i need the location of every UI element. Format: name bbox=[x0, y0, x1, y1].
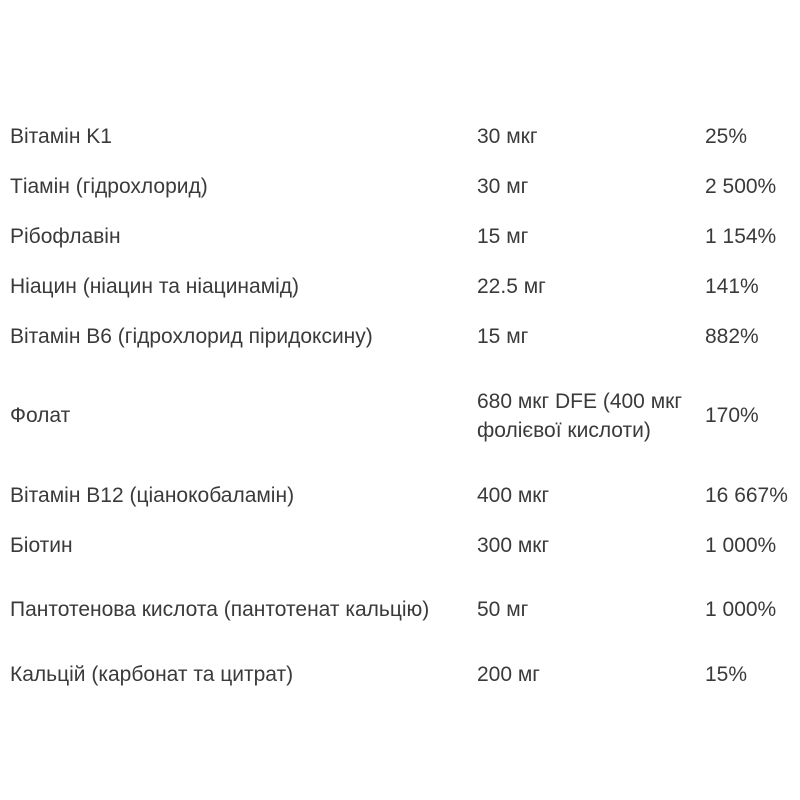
nutrient-daily-value: 1 000% bbox=[705, 598, 777, 621]
nutrient-daily-value: 25% bbox=[705, 124, 748, 148]
nutrient-name: Тіамін (гідрохлорид) bbox=[10, 174, 208, 198]
nutrient-amount: 30 мг bbox=[477, 174, 529, 198]
nutrient-name: Кальцій (карбонат та цитрат) bbox=[10, 662, 294, 686]
table-row bbox=[10, 211, 800, 261]
nutrient-amount: 680 мкг DFE (400 мкг фолієвої кислоти) bbox=[477, 389, 682, 442]
nutrient-name: Вітамін K1 bbox=[10, 124, 112, 148]
table-row bbox=[10, 111, 800, 161]
nutrient-daily-value: 882% bbox=[705, 324, 759, 348]
nutrient-amount: 50 мг bbox=[477, 598, 529, 621]
nutrient-name: Рібофлавін bbox=[10, 224, 121, 248]
table-row bbox=[10, 570, 800, 649]
nutrient-amount: 200 мг bbox=[477, 662, 540, 686]
nutrient-daily-value: 1 000% bbox=[705, 533, 777, 557]
nutrient-name: Пантотенова кислота (пантотенат кальцію) bbox=[10, 598, 430, 621]
nutrient-name: Ніацин (ніацин та ніацинамід) bbox=[10, 274, 300, 298]
table-row bbox=[10, 649, 800, 699]
table-row bbox=[10, 470, 800, 520]
nutrient-daily-value: 16 667% bbox=[705, 483, 788, 507]
nutrient-daily-value: 141% bbox=[705, 274, 759, 298]
nutrient-amount: 15 мг bbox=[477, 224, 529, 248]
nutrient-daily-value: 170% bbox=[705, 404, 759, 427]
table-row bbox=[10, 161, 800, 211]
table-row bbox=[10, 311, 800, 361]
nutrient-amount: 22.5 мг bbox=[477, 274, 546, 298]
nutrient-daily-value: 1 154% bbox=[705, 224, 777, 248]
nutrient-name: Біотин bbox=[10, 533, 73, 557]
nutrient-amount: 30 мкг bbox=[477, 124, 538, 148]
nutrient-name: Вітамін B12 (ціанокобаламін) bbox=[10, 483, 295, 507]
nutrient-amount: 300 мкг bbox=[477, 533, 550, 557]
nutrient-daily-value: 15% bbox=[705, 662, 748, 686]
nutrient-name: Фолат bbox=[10, 404, 71, 427]
table-row bbox=[10, 261, 800, 311]
nutrient-amount: 400 мкг bbox=[477, 483, 550, 507]
nutrient-daily-value: 2 500% bbox=[705, 174, 777, 198]
nutrient-table bbox=[10, 111, 800, 699]
table-row bbox=[10, 520, 800, 570]
table-row bbox=[10, 361, 800, 470]
nutrient-name: Вітамін B6 (гідрохлорид піридоксину) bbox=[10, 324, 373, 348]
nutrient-amount: 15 мг bbox=[477, 324, 529, 348]
